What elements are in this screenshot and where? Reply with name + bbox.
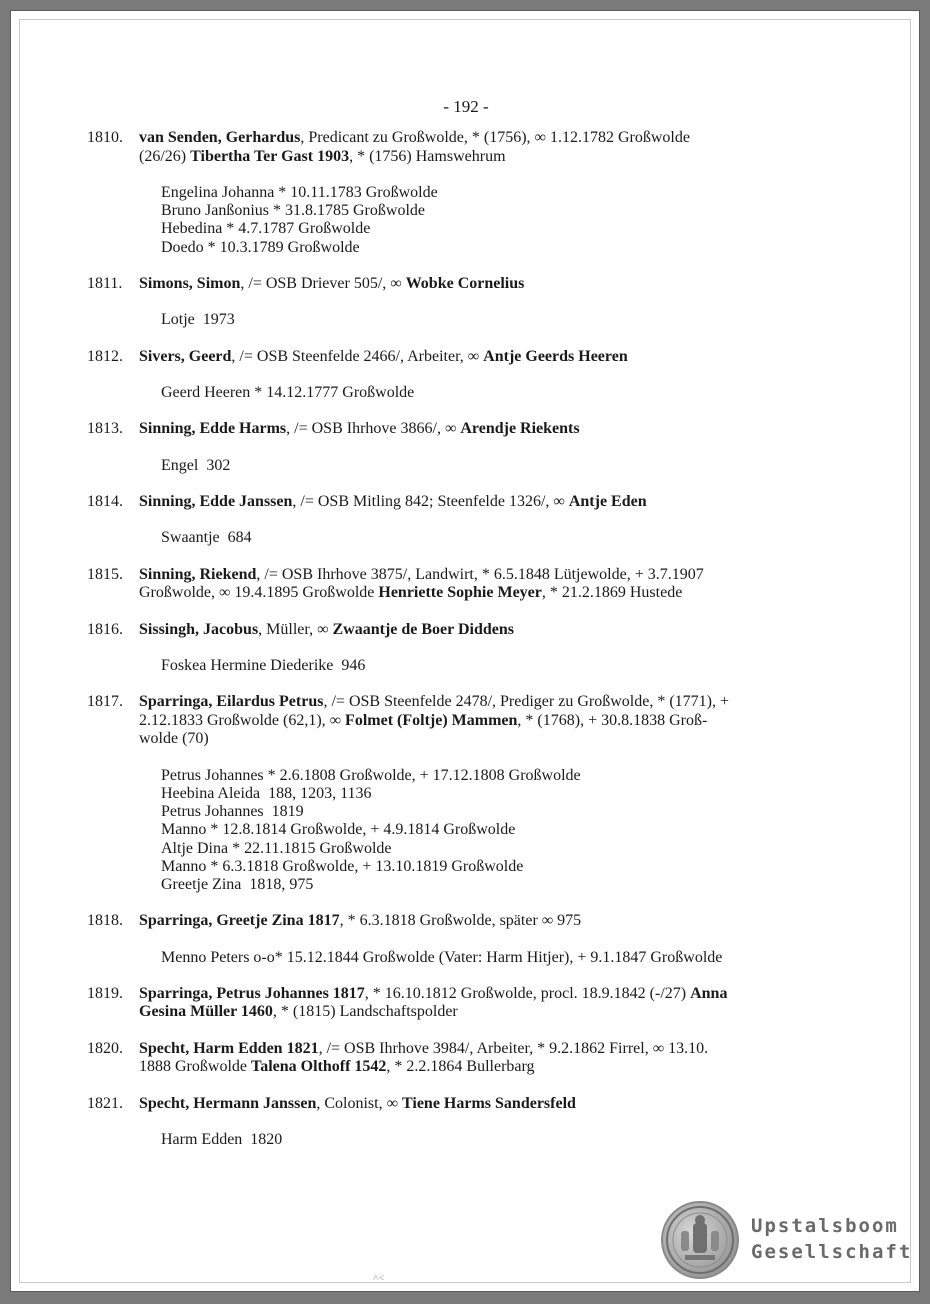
child-entry: Engelina Johanna * 10.11.1783 Großwolde [161,184,438,201]
entry-detail: , Colonist, ∞ [316,1094,402,1112]
entry-text [139,985,829,1022]
entry-text [139,129,829,166]
genealogy-entry [11,275,921,330]
child-entry: Harm Edden 1820 [161,1131,283,1149]
entry-name: Wobke Cornelius [405,274,525,292]
entry-number: 1816. [87,620,123,638]
entry-detail: , * 2.2.1864 Bullerbarg [386,1058,535,1076]
child-entry: Lotje 1973 [161,311,235,329]
children-list [161,311,921,329]
entry-name: Sissingh, Jacobus [139,620,259,638]
entry-name: Zwaantje de Boer Diddens [332,620,514,638]
child-entry: Altje Dina * 22.11.1815 Großwolde [161,839,392,857]
entry-name: Tiene Harms Sandersfeld [402,1094,576,1112]
child-entry: Greetje Zina 1818, 975 [161,876,314,894]
entry-number: 1815. [87,565,123,583]
child-entry: Engel 302 [161,456,231,474]
entry-spacer [11,1022,921,1040]
children-list [161,1131,921,1149]
scan-mark: ˄˂ [373,1273,385,1284]
entry-name: Sinning, Edde Janssen [139,492,293,510]
entry-number: 1821. [87,1094,123,1112]
entry-detail: , /= OSB Ihrhove 3875/, Landwirt, * 6.5.1848 Lütjewolde, + 3.7.1907 [256,565,704,583]
entry-number: 1820. [87,1039,123,1057]
society-name-line1: Upstalsboom [751,1215,899,1237]
entry-text [139,566,829,603]
entry-spacer [11,603,921,621]
entry-detail: , /= OSB Ihrhove 3984/, Arbeiter, * 9.2.1862 Firrel, ∞ 13.10. [318,1039,709,1057]
genealogy-entry [11,985,921,1022]
document-page [10,10,920,1292]
genealogy-entry [11,493,921,548]
entry-detail: , /= OSB Ihrhove 3866/, ∞ [286,420,461,438]
entry-text [139,1095,829,1114]
entry-name: Sparringa, Petrus Johannes 1817 [139,984,365,1002]
entry-name: Anna [690,984,728,1002]
entry-number: 1819. [87,984,123,1002]
entry-spacer [11,894,921,912]
entry-name: Folmet (Foltje) Mammen [345,711,518,729]
child-entry: Menno Peters o-o* 15.12.1844 Großwolde (Vater: Harm Hitjer), + 9.1.1847 Großwolde [161,948,723,966]
entry-text [139,912,829,931]
genealogy-entry [11,621,921,676]
entry-detail: , * (1815) Landschaftspolder [272,1003,458,1021]
entry-detail: , * 6.3.1818 Großwolde, später ∞ 975 [339,912,582,930]
child-entry: Petrus Johannes * 2.6.1808 Großwolde, + 17.12.1808 Großwolde [161,766,581,784]
children-list [161,184,921,257]
entry-spacer [11,967,921,985]
entry-number: 1813. [87,420,123,438]
entry-text [139,275,829,294]
entry-detail: , * 21.2.1869 Hustede [541,584,683,602]
entry-name: Sinning, Edde Harms [139,420,287,438]
genealogy-entry [11,912,921,967]
children-list [161,384,921,402]
genealogy-entry [11,1040,921,1077]
entry-detail: wolde (70) [139,730,209,748]
entry-name: Talena Olthoff 1542 [250,1058,387,1076]
entry-detail: , Müller, ∞ [258,620,333,638]
genealogy-entry [11,348,921,403]
entry-detail: Großwolde, ∞ 19.4.1895 Großwolde [139,584,379,602]
entry-detail: , * (1756) Hamswehrum [349,147,506,165]
entry-name: Tibertha Ter Gast 1903 [190,147,350,165]
entry-spacer [11,675,921,693]
entry-name: Antje Eden [568,492,647,510]
child-entry: Hebedina * 4.7.1787 Großwolde [161,220,371,238]
entry-spacer [11,1150,921,1168]
entry-spacer [11,257,921,275]
entry-text [139,420,829,439]
entry-detail: (26/26) [139,147,191,165]
entry-name: Sinning, Riekend [139,565,257,583]
child-entry: Manno * 12.8.1814 Großwolde, + 4.9.1814 Großwolde [161,821,516,839]
society-logo [659,1199,919,1283]
entry-detail: , /= OSB Mitling 842; Steenfelde 1326/, ∞ [292,492,569,510]
genealogy-entry [11,420,921,475]
entry-number: 1810. [87,129,123,146]
entry-name: Gesina Müller 1460 [139,1003,273,1021]
children-list [161,529,921,547]
child-entry: Doedo * 10.3.1789 Großwolde [161,238,360,256]
child-entry: Swaantje 684 [161,529,252,547]
entry-text [139,493,829,512]
entry-number: 1818. [87,912,123,930]
child-entry: Bruno Janßonius * 31.8.1785 Großwolde [161,202,425,220]
entry-number: 1814. [87,492,123,510]
page-number: - 192 - [443,97,489,116]
entry-number: 1817. [87,693,123,711]
entry-name: van Senden, Gerhardus [139,129,301,146]
entry-spacer [11,548,921,566]
child-entry: Heebina Aleida 188, 1203, 1136 [161,785,372,803]
entry-name: Sparringa, Eilardus Petrus [139,693,324,711]
entry-detail: , /= OSB Driever 505/, ∞ [240,274,406,292]
entry-name: Simons, Simon [139,274,241,292]
entry-detail: , * (1768), + 30.8.1838 Groß- [517,711,708,729]
entry-text [139,1040,829,1077]
entry-name: Specht, Hermann Janssen [139,1094,317,1112]
entry-name: Specht, Harm Edden 1821 [139,1039,319,1057]
entry-detail: 2.12.1833 Großwolde (62,1), ∞ [139,711,346,729]
child-entry: Geerd Heeren * 14.12.1777 Großwolde [161,384,415,402]
entry-spacer [11,402,921,420]
children-list [161,949,921,967]
genealogy-entry [11,693,921,894]
entry-name: Henriette Sophie Meyer [378,584,542,602]
entry-text [139,348,829,367]
entry-spacer [11,475,921,493]
entry-detail: 1888 Großwolde [139,1058,251,1076]
entry-name: Arendje Riekents [460,420,580,438]
children-list [161,657,921,675]
society-name [751,1213,921,1265]
children-list [161,457,921,475]
seal-icon [661,1201,739,1279]
genealogy-entry [11,1095,921,1150]
entry-spacer [11,1077,921,1095]
entry-spacer [11,330,921,348]
genealogy-entries [11,129,921,1168]
genealogy-entry [11,566,921,603]
entry-detail: , * 16.10.1812 Großwolde, procl. 18.9.1842 (-/27) [364,984,691,1002]
child-entry: Manno * 6.3.1818 Großwolde, + 13.10.1819 Großwolde [161,857,524,875]
entry-name: Sparringa, Greetje Zina 1817 [139,912,340,930]
entry-detail: , Predicant zu Großwolde, * (1756), ∞ 1.12.1782 Großwolde [300,129,690,146]
entry-name: Antje Geerds Heeren [483,347,628,365]
children-list [161,767,921,894]
entry-detail: , /= OSB Steenfelde 2466/, Arbeiter, ∞ [231,347,484,365]
child-entry: Petrus Johannes 1819 [161,803,304,821]
child-entry: Foskea Hermine Diederike 946 [161,657,366,675]
entry-text [139,621,829,640]
genealogy-entry [11,129,921,257]
entry-number: 1811. [87,274,123,292]
entry-detail: , /= OSB Steenfelde 2478/, Prediger zu Großwolde, * (1771), + [323,693,729,711]
society-name-line2: Gesellschaft [751,1241,913,1263]
entry-number: 1812. [87,347,123,365]
entry-name: Sivers, Geerd [139,347,232,365]
entry-text [139,693,829,749]
